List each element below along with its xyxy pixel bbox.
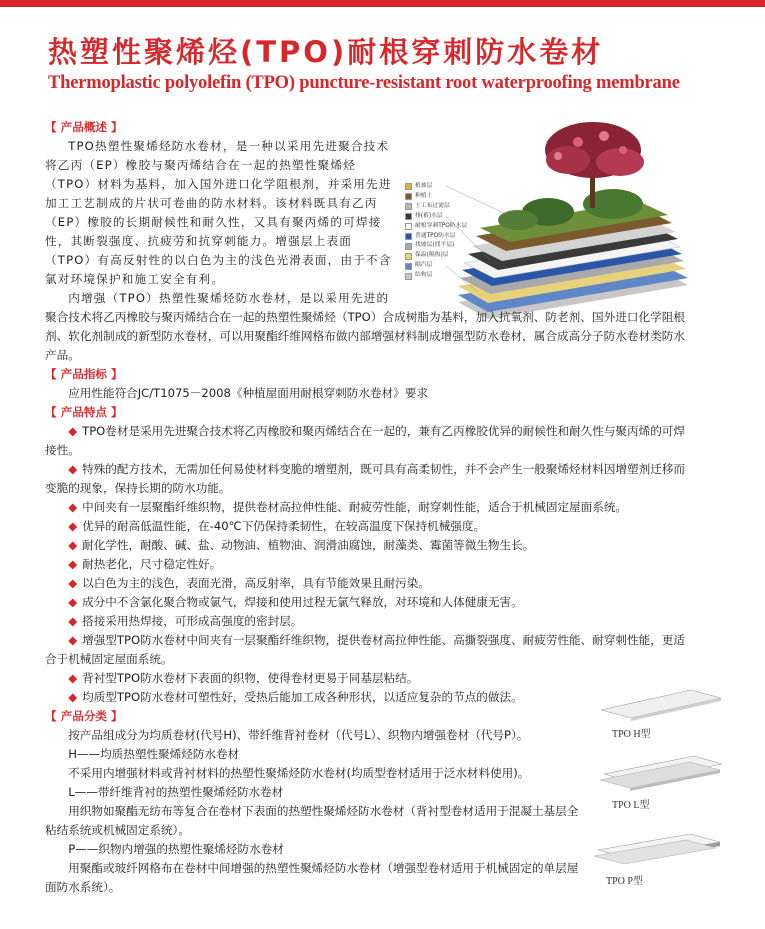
feature-text: 优异的耐高低温性能，在-40℃下仍保持柔韧性，在较高温度下保持机械强度。 <box>82 519 486 533</box>
feature-text: 成分中不含氯化聚合物或氯气，焊接和使用过程无氯气释放，对环境和人体健康无害。 <box>82 595 523 609</box>
diamond-bullet-icon: ◆ <box>68 462 78 476</box>
class-h-desc: 不采用内增强材料或背衬材料的热塑性聚烯烃防水卷材(均质型卷材适用于泛水材料使用)。 <box>68 766 530 780</box>
diamond-bullet-icon: ◆ <box>68 690 78 704</box>
tpo-h-sample <box>596 682 726 722</box>
class-l-desc: 用织物如聚酯无纺布等复合在卷材下表面的热塑性聚烯烃防水卷材（背衬型卷材适用于混凝土基层全粘结系统或机械固定系统）。 <box>45 804 579 837</box>
tpo-h-sample-image <box>596 682 726 722</box>
overview-line: 性，其断裂强度、抗疲劳和抗穿刺能力。增强层上表面 <box>45 234 353 248</box>
diamond-bullet-icon: ◆ <box>68 633 78 647</box>
overview-line: （EP）橡胶的长期耐候性和耐久性，又具有聚丙烯的可焊接 <box>45 215 382 229</box>
indicator-text: 应用性能符合JC/T1075－2008《种植屋面用耐根穿刺防水卷材》要求 <box>68 386 428 400</box>
feature-item <box>45 422 685 460</box>
feature-item <box>45 574 685 593</box>
tpo-l-sample <box>596 750 726 795</box>
features-heading: 【 产品特点 】 <box>45 405 123 419</box>
diamond-bullet-icon: ◆ <box>68 424 78 438</box>
legend-label: 普通TPO防水层 <box>415 232 456 239</box>
feature-item <box>45 631 685 669</box>
page-title: 热塑性聚烯烃(TPO)耐根穿刺防水卷材 <box>48 35 604 69</box>
diamond-bullet-icon: ◆ <box>68 538 78 552</box>
indicator-heading: 【 产品指标 】 <box>45 367 123 381</box>
classification-intro: 按产品组成分为均质卷材(代号H)、带纤维背衬卷材（代号L）、织物内增强卷材（代号P）。 <box>68 728 529 742</box>
tpo-p-label: TPO P型 <box>606 876 643 887</box>
diamond-bullet-icon: ◆ <box>68 500 78 514</box>
overview-line: 氯对环境保护和施工安全有利。 <box>45 272 225 286</box>
classification-heading: 【 产品分类 】 <box>45 709 123 723</box>
overview-p2-rest: 聚合技术将乙丙橡胶与聚丙烯结合在一起的热塑性聚烯烃（TPO）合成树脂为基料，加入抗氧剂、防老剂、国外进口化学阻根剂、软化剂制成的新型防水卷材，可以用聚酯纤维网格布做内部增强材料制成增强型防水卷材，属合成高分子防水卷材类防水产品。 <box>45 310 685 362</box>
overview-line: （TPO）材料为基料，加入国外进口化学阻根剂，并采用先进 <box>45 177 392 191</box>
class-p-desc: 用聚酯或玻纤网格布在卷材中间增强的热塑性聚烯烃防水卷材（增强型卷材适用于机械固定的单层屋面防水系统）。 <box>45 861 579 894</box>
overview-line: TPO热塑性聚烯烃防水卷材，是一种以采用先进聚合技术 <box>68 139 390 153</box>
legend-label: 结构层 <box>415 272 433 279</box>
diamond-bullet-icon: ◆ <box>68 557 78 571</box>
overview-p2-start: 内增强（TPO）热塑性聚烯烃防水卷材，是以采用先进的 <box>68 291 390 305</box>
legend-label: 土工布过滤层 <box>415 202 450 209</box>
main-content <box>45 118 685 897</box>
feature-item <box>45 593 685 612</box>
legend-label: 植被层 <box>415 183 433 189</box>
top-accent-bar <box>0 0 765 7</box>
legend-label: 隔汽层 <box>415 262 433 269</box>
feature-item <box>45 688 685 707</box>
page-subtitle-english: Thermoplastic polyolefin (TPO) puncture-resistant root waterproofing membrane <box>48 73 680 93</box>
legend-label: 种植土 <box>415 192 433 199</box>
legend-label: 排(蓄)水层 <box>415 212 443 219</box>
feature-text: 背衬型TPO防水卷材下表面的织物，使得卷材更易于同基层粘结。 <box>82 671 419 685</box>
tpo-l-label: TPO L型 <box>612 800 650 811</box>
features-list <box>45 422 685 707</box>
feature-item <box>45 460 685 498</box>
class-h-title: H——均质热塑性聚烯烃防水卷材 <box>68 747 240 761</box>
overview-line: （TPO）有高反射性的以白色为主的浅色光滑表面，由于不含 <box>45 253 392 267</box>
feature-text: 以白色为主的浅色，表面光滑，高反射率，具有节能效果且耐污染。 <box>82 576 430 590</box>
feature-text: 均质型TPO防水卷材可塑性好，受热后能加工成各种形状，以适应复杂的节点的做法。 <box>82 690 523 704</box>
tpo-h-label: TPO H型 <box>612 729 651 740</box>
diamond-bullet-icon: ◆ <box>68 519 78 533</box>
diamond-bullet-icon: ◆ <box>68 576 78 590</box>
feature-text: TPO卷材是采用先进聚合技术将乙丙橡胶和聚丙烯结合在一起的，兼有乙丙橡胶优异的耐候性和耐久性与聚丙烯的可焊接性。 <box>45 424 685 457</box>
class-p-title: P——织物内增强的热塑性聚烯烃防水卷材 <box>68 842 284 856</box>
diamond-bullet-icon: ◆ <box>68 671 78 685</box>
feature-text: 搭接采用热焊接，可形成高强度的密封层。 <box>82 614 303 628</box>
feature-item <box>45 612 685 631</box>
diamond-bullet-icon: ◆ <box>68 614 78 628</box>
feature-text: 增强型TPO防水卷材中间夹有一层聚酯纤维织物，提供卷材高拉伸性能、高撕裂强度、耐疲劳性能、耐穿刺性能，更适合于机械固定屋面系统。 <box>45 633 685 666</box>
feature-text: 特殊的配方技术，无需加任何易使材料变脆的增塑剂，既可具有高柔韧性，并不会产生一般聚烯烃材料因增塑剂迁移而变脆的现象，保持长期的防水功能。 <box>45 462 685 495</box>
diamond-bullet-icon: ◆ <box>68 595 78 609</box>
feature-text: 中间夹有一层聚酯纤维织物，提供卷材高拉伸性能、耐疲劳性能，耐穿刺性能，适合于机械固定屋面系统。 <box>82 500 628 514</box>
overview-line: 将乙丙（EP）橡胶与聚丙烯结合在一起的热塑性聚烯烃 <box>45 158 356 172</box>
feature-text: 耐化学性，耐酸、碱、盐、动物油、植物油、润滑油腐蚀，耐藻类、霉菌等微生物生长。 <box>82 538 535 552</box>
feature-text: 耐热老化，尺寸稳定性好。 <box>82 557 222 571</box>
legend-label: 找坡层(找平层) <box>415 242 455 249</box>
tpo-p-sample-image <box>590 828 730 873</box>
feature-item <box>45 555 685 574</box>
legend-label: 耐根穿刺TPO防水层 <box>415 222 468 229</box>
tpo-l-sample-image <box>596 750 726 795</box>
overview-heading: 【 产品概述 】 <box>45 120 123 134</box>
overview-line: 加工工艺制成的片状可卷曲的防水材料。该材料既具有乙丙 <box>45 196 378 210</box>
classification-body <box>45 726 585 897</box>
feature-item <box>45 536 685 555</box>
legend-label: 保温(隔热)层 <box>415 252 449 259</box>
class-l-title: L——带纤维背衬的热塑性聚烯烃防水卷材 <box>68 785 284 799</box>
feature-item <box>45 517 685 536</box>
tpo-p-sample <box>590 828 730 873</box>
feature-item <box>45 498 685 517</box>
feature-item <box>45 669 685 688</box>
